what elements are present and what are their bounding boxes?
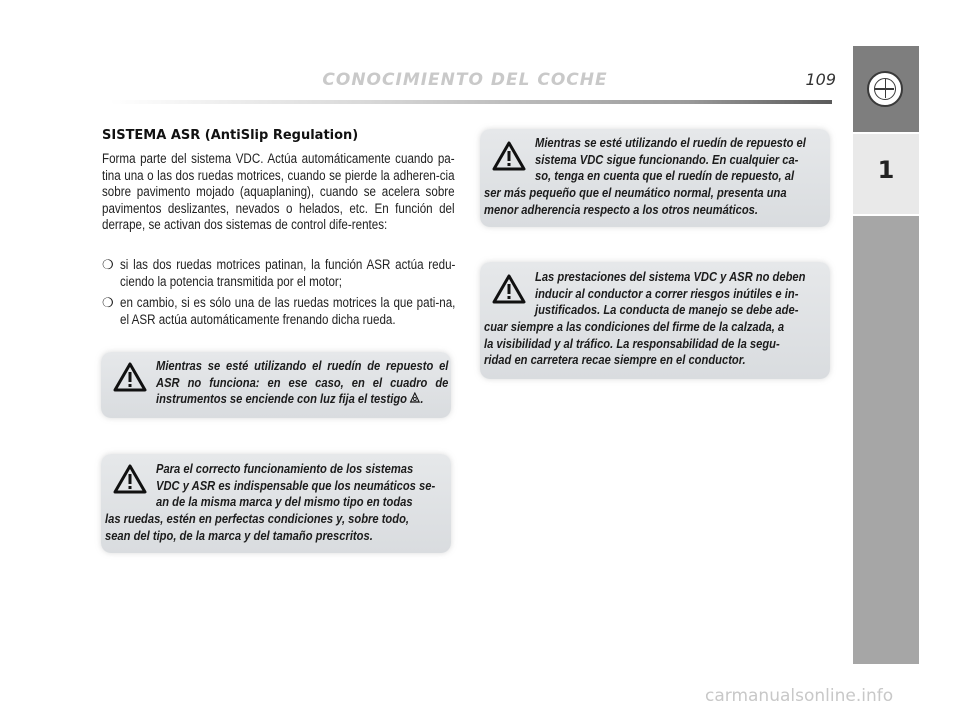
page-number: 109 [805,70,836,89]
warning-text: Mientras se esté utilizando el ruedín de repuesto el ASR no funciona: en ese caso, en el cuadro de instrumentos se enciende con luz fija el testigo . [156,358,449,406]
warning-text-head: Las prestaciones del sistema VDC y ASR no deben inducir al conductor a correr riesgos inútiles e in- justificados. La conducta de manejo se debe ade- [535,269,806,317]
warning-text: cuar siempre a las condiciones del firme de la calzada, a la visibilidad y al tráfico. La responsabilidad de la segu- ridad en carretera recae siempre en el conductor. [484,319,785,367]
alfa-romeo-logo-icon [867,71,903,107]
warning-triangle-icon [113,464,147,494]
warning-triangle-icon [492,274,526,304]
warning-text: ser más pequeño que el neumático normal, presenta una menor adherencia respecto a los otros neumáticos. [484,185,787,217]
page-header-title: CONOCIMIENTO DEL COCHE [322,70,608,90]
body-paragraph: Forma parte del sistema VDC. Actúa automáticamente cuando pa-tina una o las dos ruedas motrices, cuando se pierde la adheren-cia sobre pavimento mojado (aquaplaning), cuando se acelera sobre pavimentos deslizantes, nevados o helados, etc. En función del derrape, se activan dos sistemas de control dife-rentes: [102,151,455,232]
warning-text-head: Para el correcto funcionamiento de los sistemas VDC y ASR es indispensable que los neumáticos se- an de la misma marca y del mismo tipo en todas [156,461,436,509]
warning-triangle-icon [492,141,526,171]
chapter-number: 1 [877,156,895,184]
warning-box [480,262,830,379]
warning-triangle-icon [113,362,147,392]
warning-text-head: Mientras se esté utilizando el ruedín de repuesto el sistema VDC sigue funcionando. En cualquier ca- so, tenga en cuenta que el ruedín de repuesto, al [535,135,806,183]
chapter-tab[interactable] [853,132,919,216]
bullet-icon: ❍ [102,257,114,272]
warning-text: las ruedas, estén en perfectas condiciones y, sobre todo, sean del tipo, de la marca y del tamaño prescritos. [105,511,410,543]
list-item-text: en cambio, si es sólo una de las ruedas motrices la que pati-na, el ASR actúa automáticamente frenando dicha rueda. [120,295,456,327]
watermark: carmanualsonline.info [705,686,894,706]
header-rule [110,100,832,104]
asr-warning-light-icon [410,392,420,404]
list-item-text: si las dos ruedas motrices patinan, la función ASR actúa redu-ciendo la potencia transmitida por el motor; [120,257,456,289]
chapter-sidebar [853,46,919,664]
warning-box [101,352,451,418]
bullet-icon: ❍ [102,295,114,310]
warning-box [480,129,830,227]
warning-box [101,454,451,553]
sidebar-logo-box [853,46,919,132]
section-title: SISTEMA ASR (AntiSlip Regulation) [102,128,359,143]
